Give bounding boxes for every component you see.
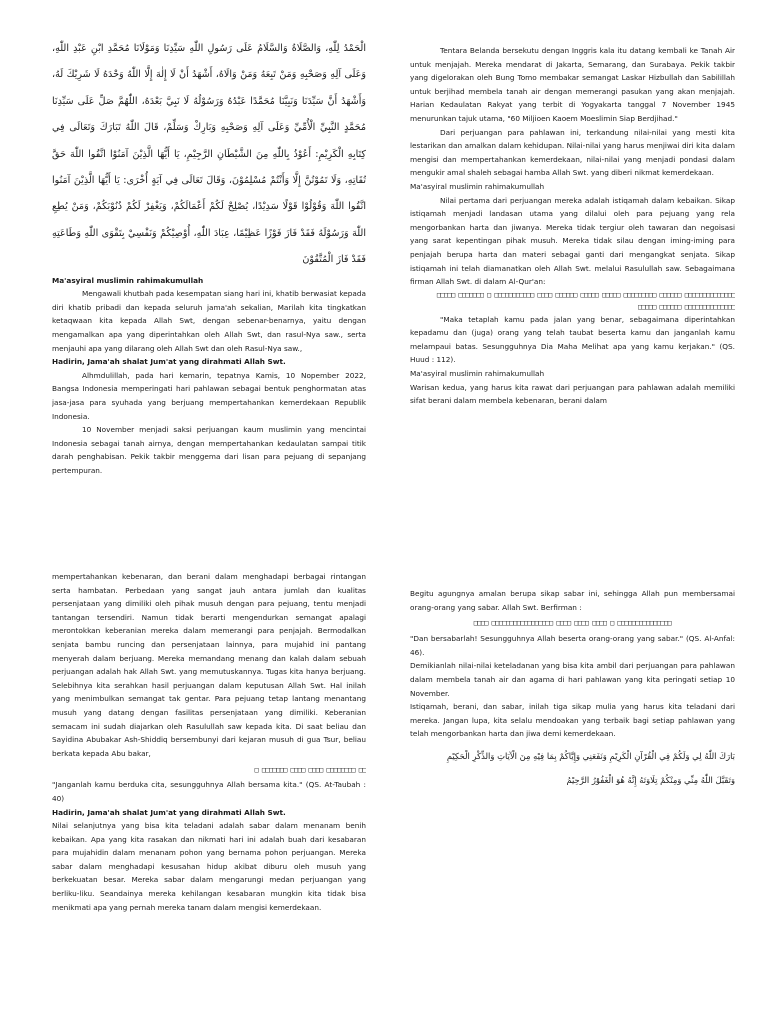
verse-translation: "Dan bersabarlah! Sesungguhnya Allah beserta orang-orang yang sabar." (QS. Al-Anfal: 46).: [410, 634, 735, 657]
paragraph: Istiqamah, berani, dan sabar, inilah tiga sikap mulia yang harus kita teladani dari mereka. Jangan lupa, kita selalu mendoakan yang terbaik bagi setiap pahlawan yang telah mengorbankan harta dan jiwa demi kemerdekaan.: [410, 702, 735, 739]
page-top-left: [52, 36, 366, 478]
quran-verse-line: □□□□□□□□□□□□□□ □□□□□□ □□□□□: [638, 302, 735, 311]
paragraph: Demikianlah nilai-nilai keteladanan yang bisa kita ambil dari perjuangan para pahlawan dalam membela tanah air dan agama di hari pahlawan yang kita peringati setiap 10 November.: [410, 661, 735, 698]
hadirin-heading: Hadirin, Jama'ah shalat Jum'at yang dirahmati Allah Swt.: [52, 807, 286, 817]
paragraph: Nilai selanjutnya yang bisa kita teladani adalah sabar dalam menanam benih kebaikan. Apa yang kita rasakan dan nikmati hari ini adalah buah dari kesabaran para mujahidin dalam menanam pohon yang bernama pohon perjuangan. Mereka sabar dalam menghadapi kesusahan hidup akibat diburu oleh musuh yang berkekuatan besar. Mereka sabar dalam mengarungi medan perjuangan yang berliku-liku. Seandainya mereka kehilangan kesabaran mungkin kita tidak bisa menikmati apa yang pernah mereka tanam dalam mengisi kemerdekaan.: [52, 821, 366, 912]
closing-prayer-line: وَتَقَبَّلَ اللّٰهُ مِنِّي وَمِنْكُمْ تِلَاوَتَهُ إِنَّهُ هُوَ الْغَفُوْرُ الرَّحِيْمُ: [566, 774, 735, 785]
paragraph: Begitu agungnya amalan berupa sikap sabar ini, sehingga Allah pun membersamai orang-orang yang sabar. Allah Swt. Berfirman :: [410, 589, 735, 612]
hadirin-heading: Hadirin, Jama'ah shalat Jum'at yang dirahmati Allah Swt.: [52, 357, 286, 367]
quran-verse: □□□□□□□□□□□□□□□ □ □□□□ □□□□ □□□□ □□□□□□□□□□□□□□□□□ □□□□: [473, 619, 672, 628]
page-top-right: [410, 44, 735, 408]
quran-verse-line: □□□□□□□□□□□□□□ □□□□□□ □□□□□□□□□ □□□□□ □□□□□ □□□□□□ □□□□ □□□□□□□□□□□ □ □□□□□□□ □□□□□: [436, 290, 735, 299]
paragraph: 10 November menjadi saksi perjuangan kaum muslimin yang mencintai Indonesia sebagai tanah airnya, dengan mempertahankan kedaulatan sampai titik darah penghabisan. Pekik takbir menggema dari lisan para pejuang di sepanjang pertempuran.: [52, 425, 366, 475]
paragraph: Warisan kedua, yang harus kita rawat dari perjuangan para pahlawan adalah memiliki sifat berani dalam membela kebenaran, berani dalam: [410, 382, 735, 406]
closing-prayer-line: بَارَكَ اللّٰهُ لِي وَلَكُمْ فِي الْقُرْآنِ الْكَرِيْمِ وَنَفَعَنِي وَإِيَّاكُمْ بِمَا فِيْهِ مِنَ الْآيَاتِ وَالذِّكْرِ الْحَكِيْمِ: [446, 750, 735, 761]
page-bottom-left: [52, 570, 366, 914]
verse-translation: "Maka tetaplah kamu pada jalan yang benar, sebagaimana diperintahkan kepadamu dan (juga) orang yang telah taubat beserta kamu dan janganlah kamu melampaui batas. Sesungguhnya Dia Maha Melihat apa yang kamu kerjakan." (QS. Huud : 112).: [410, 314, 735, 365]
quran-verse: □□ □□□□□□□□ □□□□ □□□□ □□□□□□□ □: [254, 766, 366, 775]
verse-translation: "Janganlah kamu berduka cita, sesungguhnya Allah bersama kita." (QS. At-Taubah : 40): [52, 780, 366, 803]
paragraph: Alhmdulillah, pada hari kemarin, tepatnya Kamis, 10 Nopember 2022, Bangsa Indonesia memperingati hari pahlawan sebagai bentuk penghormatan atas jasa-jasa para syuhada yang berjuang mempertahankan kemerdekaan Republik Indonesia.: [52, 370, 366, 421]
salutation: Ma'asyiral muslimin rahimakumullah: [410, 369, 545, 379]
salutation: Ma'asyiral muslimin rahimakumullah: [52, 275, 204, 285]
arabic-opening: الْحَمْدُ لِلّٰهِ، وَالصَّلَاةُ وَالسَّلَامُ عَلَى رَسُولِ اللّٰهِ سَيِّدِنَا وَمَوْلَانَا مُحَمَّدِ ابْنِ عَبْدِ اللّٰهِ، وَعَلَى آلِهِ وَصَحْبِهِ وَمَنْ تَبِعَهُ وَمَنْ وَالَاهُ، أَشْهَدُ أَنْ لَا إِلٰهَ إِلَّا اللّٰهُ وَحْدَهُ لَا شَرِيْكَ لَهُ، وَأَشْهَدُ أَنَّ سَيِّدَنَا وَنَبِيَّنَا مُحَمَّدًا عَبْدُهُ وَرَسُوْلُهُ لَا نَبِيَّ بَعْدَهُ، اللّٰهُمَّ صَلِّ عَلَى سَيِّدِنَا مُحَمَّدٍ النَّبِيِّ الْأُمِّيِّ وَعَلَى آلِهِ وَصَحْبِهِ وَبَارِكْ وَسَلِّمْ، قَالَ اللّٰهُ تَبَارَكَ وَتَعَالَى فِي كِتَابِهِ الْكَرِيْمِ: أَعُوْذُ بِاللّٰهِ مِنَ الشَّيْطَانِ الرَّجِيْمِ، يَا أَيُّهَا الَّذِيْنَ آمَنُوْا اتَّقُوا اللّٰهَ حَقَّ تُقَاتِهِ، وَلَا تَمُوْتُنَّ إِلَّا وَأَنْتُمْ مُسْلِمُوْنَ، وَقَالَ تَعَالَى فِي آيَةٍ أُخْرَى: يَا أَيُّهَا الَّذِيْنَ آمَنُوا اتَّقُوا اللّٰهَ وَقُوْلُوْا قَوْلًا سَدِيْدًا، يُصْلِحْ لَكُمْ أَعْمَالَكُمْ، وَيَغْفِرْ لَكُمْ ذُنُوْبَكُمْ، وَمَنْ يُطِعِ اللّٰهَ وَرَسُوْلَهُ فَقَدْ فَازَ فَوْزًا عَظِيْمًا، عِبَادَ اللّٰهِ، أُوْصِيْكُمْ وَنَفْسِيْ بِتَقْوَى اللّٰهِ وَطَاعَتِهِ فَقَدْ فَازَ الْمُتَّقُوْنَ: [52, 43, 366, 266]
paragraph: mempertahankan kebenaran, dan berani dalam menghadapi berbagai rintangan serta hambatan. Perbedaan yang sangat jauh antara jumlah dan kualitas persenjataan yang dimiliki oleh pihak musuh dengan para pejuang, tentu menjadi tantangan tersendiri. Namun tidak berarti mengendurkan semangat apalagi merontokkan keberanian mereka dalam memerangi para penjajah. Bermodalkan senjata bambu runcing dan persenjataan lainnya, para mujahid ini pantang menyerah dalam berjuang. Mereka memandang menang dan kalah dalam sebuah perjuangan adalah hak Allah Swt. yang memutuskannya. Tugas kita hanya berjuang. Selebihnya kita serahkan hasil perjuangan dalam keputusan Allah Swt. Hal inilah yang menimbulkan semangat tak gentar. Para pejuang tetap lantang menantang musuh yang datang dengan fasilitas persenjataan yang dimiliki. Keberanian semacam ini sudah diajarkan oleh Rasulullah saw kepada kita. Di saat beliau dan Sayidina Abubakar Ash-Shiddiq bersembunyi dari kejaran musuh di gua Tsur, beliau berkata kepada Abu bakar,: [52, 572, 366, 758]
paragraph: Mengawali khutbah pada kesempatan siang hari ini, khatib berwasiat kepada diri khatib pribadi dan kepada seluruh jama'ah sekalian, Marilah kita tingkatkan ketaqwaan kita kepada Allah Swt, dengan sebenar-benarnya, yaitu dengan mengamalkan apa yang diperintahkan oleh Allah Swt, dan rasul-Nya saw., serta menjauhi apa yang dilarang oleh Allah Swt dan oleh Rasul-Nya saw.,: [52, 289, 366, 353]
paragraph: Tentara Belanda bersekutu dengan Inggris kala itu datang kembali ke Tanah Air untuk menjajah. Mereka mendarat di Jakarta, Semarang, dan Surabaya. Pekik takbir yang digelorakan oleh Bung Tomo membakar semangat Laskar Hizbullah dan Sabilillah untuk berjihad membela tanah air dengan memerangi pasukan yang akan menjajah. Harian Kedaulatan Rakyat yang terbit di Yogyakarta tanggal 7 November 1945 menurunkan tajuk utama, "60 Miljioen Kaoem Moeslimin Siap Berdjihad.": [410, 46, 735, 123]
paragraph: Nilai pertama dari perjuangan mereka adalah istiqamah dalam kebaikan. Sikap istiqamah menjadi landasan utama yang dilalui oleh para pejuang yang rela mengorbankan harta dan jiwanya. Mereka tidak tergiur oleh tawaran dan negoisasi yang sarat kepentingan pihak musuh. Mereka tidak silau dengan iming-iming para penjajah berupa harta dan materi sebagai ganti dari mengangkat senjata. Sikap istiqamah ini telah diamanatkan oleh Allah Swt. melalui Rasulullah saw. Sebagaimana firman Allah Swt. di dalam Al-Qur'an:: [410, 195, 735, 287]
paragraph: Dari perjuangan para pahlawan ini, terkandung nilai-nilai yang mesti kita lestarikan dan amalkan dalam kehidupan. Nilai-nilai yang harus menjiwai diri kita dalam mengisi dan mempertahankan kemerdekaan, nilai-nilai yang menjadi pondasi dalam mengukir amal shaleh sebagai hamba Allah Swt. yang diberi nikmat kemerdekaan.: [410, 127, 735, 178]
salutation: Ma'asyiral muslimin rahimakumullah: [410, 181, 545, 191]
page-bottom-right: [410, 587, 735, 787]
